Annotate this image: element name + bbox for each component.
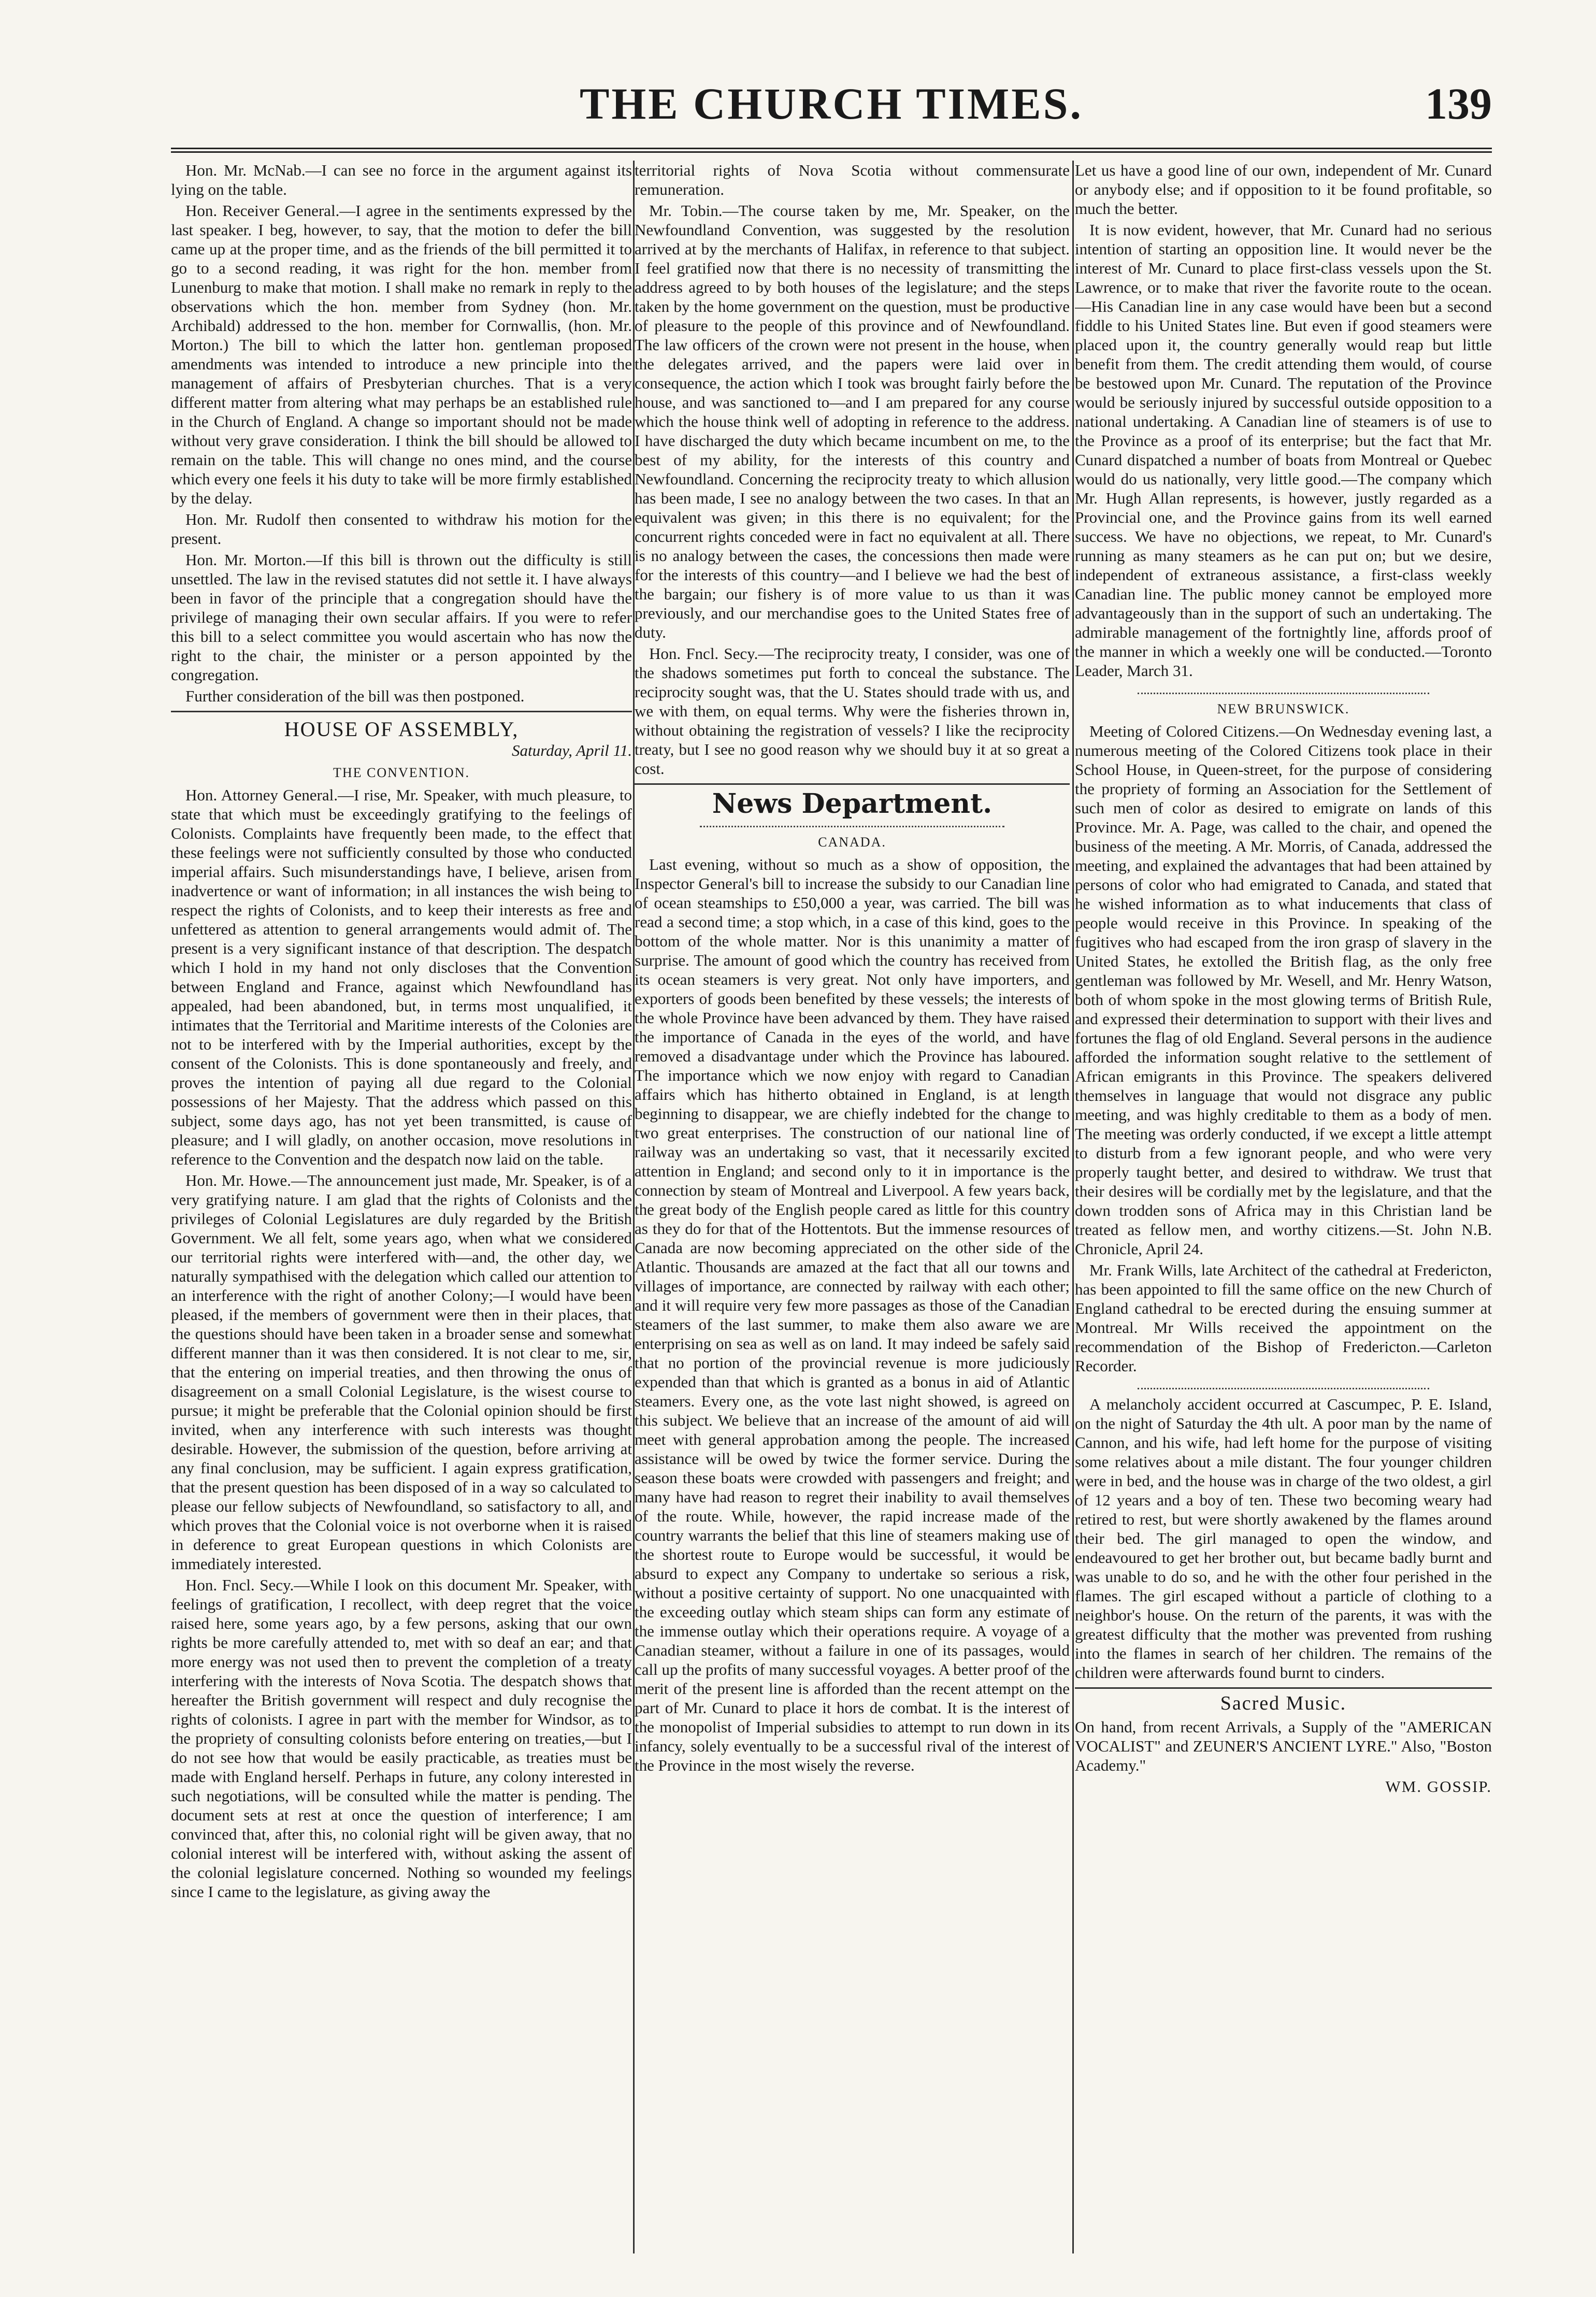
paragraph: Last evening, without so much as a show of opposition, the Inspector General's bill to increase the subsidy to our Canadian line of ocean steamships to £50,000 a year, was carried. The bill was read a second time; a stop which, in a case of this kind, goes to the bottom of the whole matter. Nor is this unanimity a matter of surprise. The amount of good which the country has received from its ocean steamers is very great. Not only have importers, and exporters of goods been benefited by these vessels; the interests of the whole Province have been advanced by them. They have raised the importance of Canada in the eyes of the world, and have removed a disadvantage under which the Province has laboured. The importance which we now enjoy with regard to Canadian affairs which has hitherto obtained in England, is at length beginning to disappear, we are chiefly indebted for the change to two great enterprises. The construction of our national line of railway was an undertaking so vast, that it necessarily excited attention in England; and second only to it in importance is the connection by steam of Montreal and Liverpool. A few years back, the great body of the English people cared as little for this country as they do for that of the Hottentots. But the immense resources of Canada are now becoming appreciated on the other side of the Atlantic. Thousands are amazed at the fact that all our towns and villages of importance, are connected by railway with each other; and it will require very few more passages as those of the Canadian steamers of the last summer, to make them also aware we are enterprising on sea as well as on land. It may indeed be safely said that no portion of the provincial revenue is more judiciously expended than that which is granted as a bonus in aid of Atlantic steamers. Every one, as the vote last night showed, is agreed on this subject. We believe that an increase of the amount of aid will meet with general approbation among the people. The increased assistance will be owed by twice the former service. During the season these boats were crowded with passengers and freight; and many have had reason to regret their inability to avail themselves of the route. While, however, the rapid increase made of the country warrants the belief that this line of steamers making use of the shortest route to Europe would be successful, it would be absurd to expect any Company to undertake so serious a risk, without a positive certainty of support. No one unacquainted with the exceeding outlay which steam ships can form any estimate of the immense outlay which their operations require. A voyage of a Canadian steamer, without a failure in one of its passages, would call up the profits of many successful voyages. A better proof of the merit of the present line is afforded than the recent attempt on the part of Mr. Cunard to place it hors de combat. It is the interest of the monopolist of Imperial subsidies to attempt to run down in its infancy, solely eventually to be a successful rival of the interest of the Province in the most wisely the reverse. — [635, 855, 1070, 1774]
column-2 — [635, 161, 1070, 2248]
section-heading: HOUSE OF ASSEMBLY, — [284, 717, 519, 741]
masthead — [171, 78, 1492, 135]
subheading: NEW BRUNSWICK. — [1217, 701, 1350, 716]
ornamental-divider — [700, 819, 1004, 827]
paragraph: Hon. Attorney General.—I rise, Mr. Speaker, with much pleasure, to state that which must be exceedingly gratifying to the feelings of Colonists. Complaints have frequently been made, to the effect that these feelings were not sufficiently consulted by those who conducted imperial affairs. Such misunderstandings have, I believe, arisen from inadvertence or want of information; in all instances the wish being to respect the rights of Colonists, and to keep their interests as free and unfettered as attention to general arrangements would admit of. The present is a very significant instance of that description. The despatch which I hold in my hand not only discloses that the Convention between England and France, against which Newfoundland has appealed, had been abandoned, but, in terms most unqualified, it intimates that the Territorial and Maritime interests of the Colonies are not to be interfered with by the Imperial authorities, except by the consent of the Colonists. This is done spontaneously and freely, and proves the intention of paying all due regard to the Colonial possessions of her Majesty. That the address which passed on this subject, some days ago, has not yet been transmitted, is cause of pleasure; and I will gladly, on another occasion, move resolutions in reference to the Convention and the despatch now laid on the table. — [171, 786, 632, 1168]
section-rule — [635, 783, 1070, 785]
paragraph: Meeting of Colored Citizens.—On Wednesday evening last, a numerous meeting of the Colored Citizens took place in their School House, in Queen-street, for the purpose of considering the propriety of forming an Association for the Settlement of such men of color as desired to emigrate on lands of this Province. Mr. A. Page, was called to the chair, and opened the business of the meeting. A Mr. Morris, of Canada, addressed the meeting, and explained the advantages that had been attained by persons of color who had emigrated to Canada, and stated that he wished information as to what inducements that class of people would receive in this Province. In speaking of the fugitives who had escaped from the iron grasp of slavery in the United States, he extolled the British flag, as the only free gentleman was followed by Mr. Wesell, and Mr. Henry Watson, both of whom spoke in the most glowing terms of British Rule, and expressed their determination to support with their lives and fortunes the flag of old England. Several persons in the audience afforded the information sought relative to the settlement of African emigrants in this Province. The speakers delivered themselves in language that would not disgrace any public meeting, and was highly creditable to them as a body of men. The meeting was orderly conducted, if we except a little attempt to disturb from a few ignorant people, and who were very properly taught better, and desired to withdraw. We trust that their desires will be cordially met by the legislature, and that the down trodden sons of Africa may in this Christian land be treated as fellow men, and worthy citizens.—St. John N.B. Chronicle, April 24. — [1075, 722, 1492, 1258]
section-rule — [171, 711, 632, 712]
paragraph: A melancholy accident occurred at Cascumpec, P. E. Island, on the night of Saturday the 4th ult. A poor man by the name of Cannon, and his wife, had left home for the purpose of visiting some relatives about a mile distant. The four younger children were in bed, and the house was in charge of the two oldest, a girl of 12 years and a boy of ten. These two becoming weary had retired to rest, but were shortly awakened by the flames around their bed. The girl managed to open the window, and endeavoured to get her brother out, but became badly burnt and was unable to do so, and he with the other four perished in the flames. The girl escaped without a particle of clothing to a neighbor's house. On the return of the parents, it was with the greatest difficulty that the mother was prevented from rushing into the flames in search of her children. The remains of the children were afterwards found burnt to cinders. — [1075, 1395, 1492, 1682]
newspaper-title: THE CHURCH TIMES. — [580, 79, 1083, 128]
paragraph: Hon. Mr. Morton.—If this bill is thrown out the difficulty is still unsettled. The law in the revised statutes did not settle it. I have always been in favor of the principle that a congregation should have the privilege of managing their own secular affairs. If you were to refer this bill to a select committee you would ascertain who has now the right to the chair, the minister or a person appointed by the congregation. — [171, 551, 632, 684]
paragraph: Hon. Mr. Rudolf then consented to withdraw his motion for the present. — [171, 510, 632, 548]
masthead-rule — [171, 148, 1492, 153]
subheading: THE CONVENTION. — [333, 765, 470, 780]
paragraph: Hon. Fncl. Secy.—While I look on this document Mr. Speaker, with feelings of gratification, I recollect, with deep regret that the voice raised here, some years ago, by a few persons, asking that our own rights be more carefully attended to, met with so deaf an ear; and that more energy was not used then to prevent the completion of a treaty interfering with the interests of Nova Scotia. The despatch shows that hereafter the British government will respect and duly recognise the rights of colonists. I agree in part with the member for Windsor, as to the propriety of consulting colonists before entering on treaties,—but I do not see how that would be easily practicable, as treaties must be made with England herself. Perhaps in future, any colony interested in such negotiations, will be consulted while the matter is pending. The document sets at rest at once the question of interference; I am convinced that, after this, no colonial right will be given away, that no colonial interest will be interfered with, without asking the assent of the colonial legislature concerned. Nothing so wounded my feelings since I came to the legislature, as giving away the — [171, 1576, 632, 1901]
ornamental-divider — [1138, 685, 1430, 694]
paragraph: Further consideration of the bill was then postponed. — [185, 687, 525, 705]
section-rule — [1075, 1687, 1492, 1689]
paragraph: territorial rights of Nova Scotia without commensurate remuneration. — [635, 161, 1070, 198]
paragraph: Mr. Tobin.—The course taken by me, Mr. Speaker, on the Newfoundland Convention, was suggested by the resolution arrived at by the merchants of Halifax, in reference to that subject. I feel gratified now that there is no necessity of transmitting the address agreed to by both houses of the legislature; and the steps taken by the home government on the question, must be productive of pleasure to the people of this province and of Newfoundland. The law officers of the crown were not present in the house, when the delegates arrived, and the papers were laid over in consequence, the action which I took was brought fairly before the house, and was sanctioned to—and I am prepared for any course which the house think well of adopting in reference to the address. I have discharged the duty which became incumbent on me, to the best of my ability, for the interests of this country and Newfoundland. Concerning the reciprocity treaty to which allusion has been made, I see no analogy between the two cases. In that an equivalent was given; in this there is no equivalent; for the concurrent rights conceded were in fact no equivalent at all. There is no analogy between the cases, the concessions then made were for the interests of this country—and I believe we had the best of the bargain; our fishery is of more value to us than it was previously, and our merchandise goes to the United States free of duty. — [635, 202, 1070, 641]
paragraph: It is now evident, however, that Mr. Cunard had no serious intention of starting an opposition line. It would never be the interest of Mr. Cunard to place first-class vessels upon the St. Lawrence, or to make that river the favorite route to the ocean.—His Canadian line in any case would have been but a second fiddle to his United States line. But even if good steamers were placed upon it, the country generally would reap but little benefit from them. The credit attending them would, of course be bestowed upon Mr. Cunard. The reputation of the Province would be seriously injured by successful outside opposition to a national undertaking. A Canadian line of steamers is of use to the Province as a proof of its enterprise; but the fact that Mr. Cunard dispatched a number of boats from Montreal or Quebec would do us nationally, very little good.—The company which Mr. Hugh Allan represents, is however, justly regarded as a Provincial one, and the Province gains from its well earned success. We have no objections, we repeat, to Mr. Cunard's running as many steamers as he can put on; but we desire, independent of extraneous assistance, a first-class weekly Canadian line. The public money cannot be employed more advantageously than in the support of such an undertaking. The admirable management of the fortnightly line, affords proof of the manner in which a weekly one will be conducted.—Toronto Leader, March 31. — [1075, 221, 1492, 680]
page-number: 139 — [1425, 79, 1492, 128]
dateline: Saturday, April 11. — [512, 741, 632, 759]
paragraph: Hon. Mr. Howe.—The announcement just made, Mr. Speaker, is of a very gratifying nature. I am glad that the rights of Colonists and the privileges of Colonial Legislatures are duly regarded by the British Government. We all felt, some years ago, when what we considered our territorial rights were interfered with—and, the other day, we naturally sympathised with the delegation which called our attention to an interference with the right of another Colony;—I would have been pleased, if the members of government were then in their places, that the questions should have been taken in a broader sense and somewhat different manner than it was then considered. It is not clear to me, sir, that the entering on imperial treaties, and then throwing the onus of disagreement on a small Colonial Legislature, is the wisest course to pursue; it might be preferable that the Colonial opinion should be first invited, when any interference with such interests was thought desirable. However, the submission of the question, before arriving at any final conclusion, may be sufficient. I again express gratification, that the present question has been disposed of in a way so calculated to please our fellow subjects of Newfoundland, so satisfactory to all, and which proves that the Colonial voice is not overborne when it is raised in deference to great European questions in which Colonists are immediately interested. — [171, 1171, 632, 1573]
advertisement-text: On hand, from recent Arrivals, a Supply of the "AMERICAN VOCALIST" and ZEUNER'S ANCIENT LYRE." Also, "Boston Academy." — [1075, 1718, 1492, 1774]
paragraph: Hon. Fncl. Secy.—The reciprocity treaty, I consider, was one of the shadows sometimes put forth to conceal the substance. The reciprocity sought was, that the U. States should trade with us, and we with them, on equal terms. Why were the fisheries thrown in, without obtaining the registration of vessels? I like the reciprocity treaty, but I see no good reason why we should buy it at so great a cost. — [635, 644, 1070, 778]
ornamental-divider — [1138, 1381, 1430, 1389]
paragraph: Hon. Receiver General.—I agree in the sentiments expressed by the last speaker. I beg, however, to say, that the motion to defer the bill came up at the proper time, and as the friends of the bill permitted it to go to a second reading, it was right for the hon. member from Lunenburg to make that motion. I shall make no remark in reply to the observations which the hon. member from Sydney (hon. Mr. Archibald) addressed to the hon. member for Cornwallis, (hon. Mr. Morton.) The bill to which the latter hon. gentleman proposed amendments was intended to introduce a new principle into the management of affairs of Presbyterian churches. That is a very different matter from altering what may perhaps be an established rule in the Church of England. A change so important should not be made without very grave consideration. I think the bill should be allowed to remain on the table. This will change no ones mind, and the course which every one feels it his duty to take will be more firmly established by the delay. — [171, 202, 632, 507]
advertisement-heading: Sacred Music. — [1220, 1692, 1347, 1714]
subheading: CANADA. — [818, 835, 886, 850]
paragraph: Hon. Mr. McNab.—I can see no force in the argument against its lying on the table. — [171, 161, 632, 198]
paragraph: Mr. Frank Wills, late Architect of the cathedral at Fredericton, has been appointed to fill the same office on the new Church of England cathedral to be erected during the ensuing summer at Montreal. Mr Wills received the appointment on the recommendation of the Bishop of Fredericton.—Carleton Recorder. — [1075, 1261, 1492, 1375]
paragraph: Let us have a good line of our own, independent of Mr. Cunard or anybody else; and if opposition to it be found profitable, so much the better. — [1075, 161, 1492, 218]
column-divider — [1072, 161, 1074, 2253]
column-1 — [171, 161, 632, 2248]
column-3 — [1075, 161, 1492, 2248]
advertisement-signature: WM. GOSSIP. — [1385, 1777, 1492, 1796]
news-department-heading: News Department. — [712, 788, 993, 820]
